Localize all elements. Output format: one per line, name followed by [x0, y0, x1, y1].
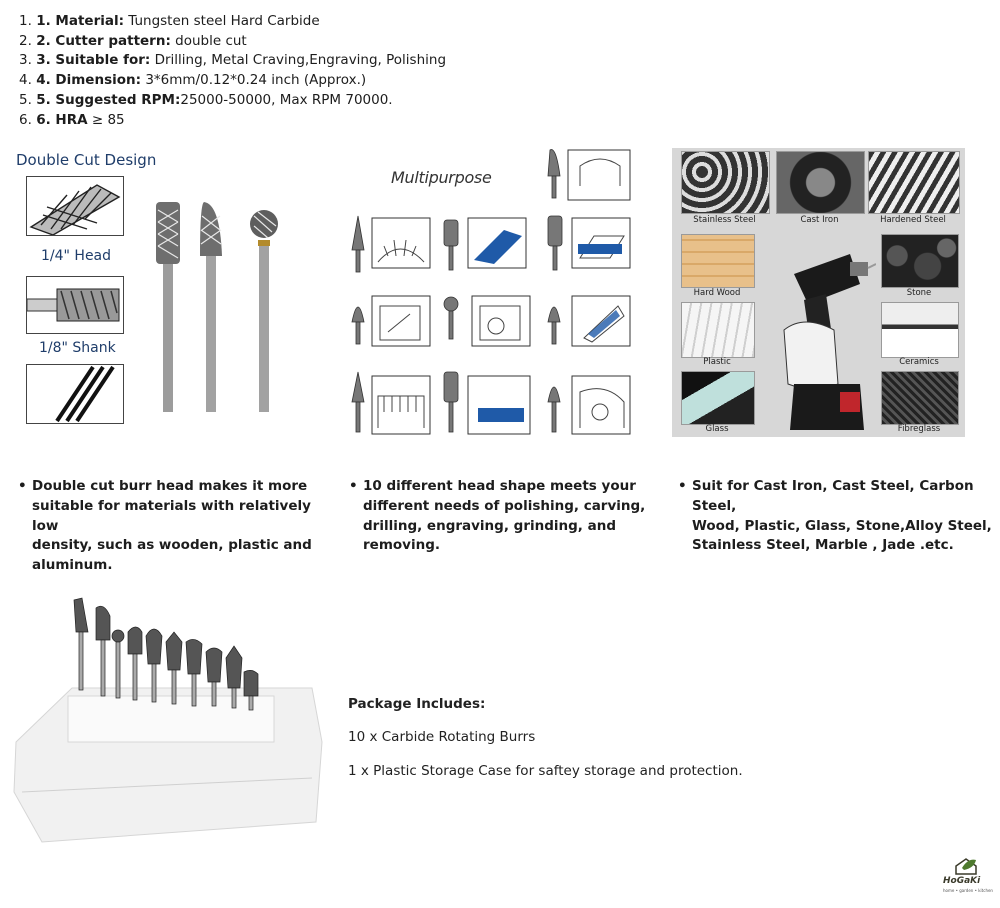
material-label: Stone	[906, 288, 932, 298]
spec-row: 6. 6. HRA ≥ 85	[19, 111, 125, 128]
material-tile-stone	[881, 234, 959, 288]
material-tile-cast-iron	[776, 151, 865, 214]
shank-rods-image	[26, 364, 124, 424]
material-tile-hard-wood	[681, 234, 755, 288]
material-label: Plastic	[703, 357, 731, 367]
material-label: Glass	[705, 424, 729, 434]
material-label: Fibreglass	[897, 424, 941, 434]
brand-tagline: home • garden • kitchen	[943, 888, 993, 893]
package-item: 1 x Plastic Storage Case for saftey storage and protection.	[348, 763, 743, 779]
spec-row: 3. 3. Suitable for: Drilling, Metal Craving,Engraving, Polishing	[19, 52, 447, 69]
material-tile-ceramics	[881, 302, 959, 358]
spec-row: 5. 5. Suggested RPM:25000-50000, Max RPM 70000.	[19, 91, 393, 108]
feature-bullet-head-shapes: • 10 different head shape meets your different needs of polishing, carving, drilling, engraving, grinding, and removing.	[349, 478, 646, 554]
package-title: Package Includes:	[348, 696, 486, 712]
burr-shank-closeup-image	[26, 276, 124, 334]
spec-row: 2. 2. Cutter pattern: double cut	[19, 32, 247, 49]
material-tile-glass	[681, 371, 755, 425]
brand-name: HoGaKi	[943, 876, 981, 886]
multipurpose-usage-image	[344, 146, 636, 436]
material-label: Hard Wood	[693, 288, 741, 298]
materials-panel	[672, 148, 965, 437]
material-label: Cast Iron	[800, 215, 839, 225]
feature-bullet-materials: • Suit for Cast Iron, Cast Steel, Carbon Steel, Wood, Plastic, Glass, Stone,Alloy Steel, Stainless Steel, Marble , Jade .etc.	[678, 478, 992, 554]
package-item: 10 x Carbide Rotating Burrs	[348, 729, 536, 745]
spec-row: 4. 4. Dimension: 3*6mm/0.12*0.24 inch (Approx.)	[19, 72, 367, 89]
burr-set-case-image	[12, 592, 332, 850]
spec-list	[19, 12, 446, 130]
spec-row: 1. 1. Material: Tungsten steel Hard Carbide	[19, 13, 320, 29]
head-size-label: 1/4" Head	[41, 248, 112, 264]
feature-bullet-double-cut: • Double cut burr head makes it more suitable for materials with relatively low density, such as wooden, plastic and aluminum.	[18, 478, 312, 574]
multipurpose-title: Multipurpose	[391, 168, 492, 187]
material-label: Stainless Steel	[693, 215, 756, 225]
material-tile-fibreglass	[881, 371, 959, 425]
drill-in-hand-image	[764, 234, 876, 436]
three-burrs-image	[150, 196, 280, 416]
double-cut-title: Double Cut Design	[16, 151, 157, 169]
house-leaf-logo-icon	[952, 856, 982, 876]
material-tile-plastic	[681, 302, 755, 358]
material-tile-stainless-steel	[681, 151, 770, 214]
material-label: Hardened Steel	[880, 215, 946, 225]
material-label: Ceramics	[899, 357, 939, 367]
material-tile-hardened-steel	[868, 151, 960, 214]
shank-size-label: 1/8" Shank	[39, 340, 116, 356]
burr-head-closeup-image	[26, 176, 124, 236]
